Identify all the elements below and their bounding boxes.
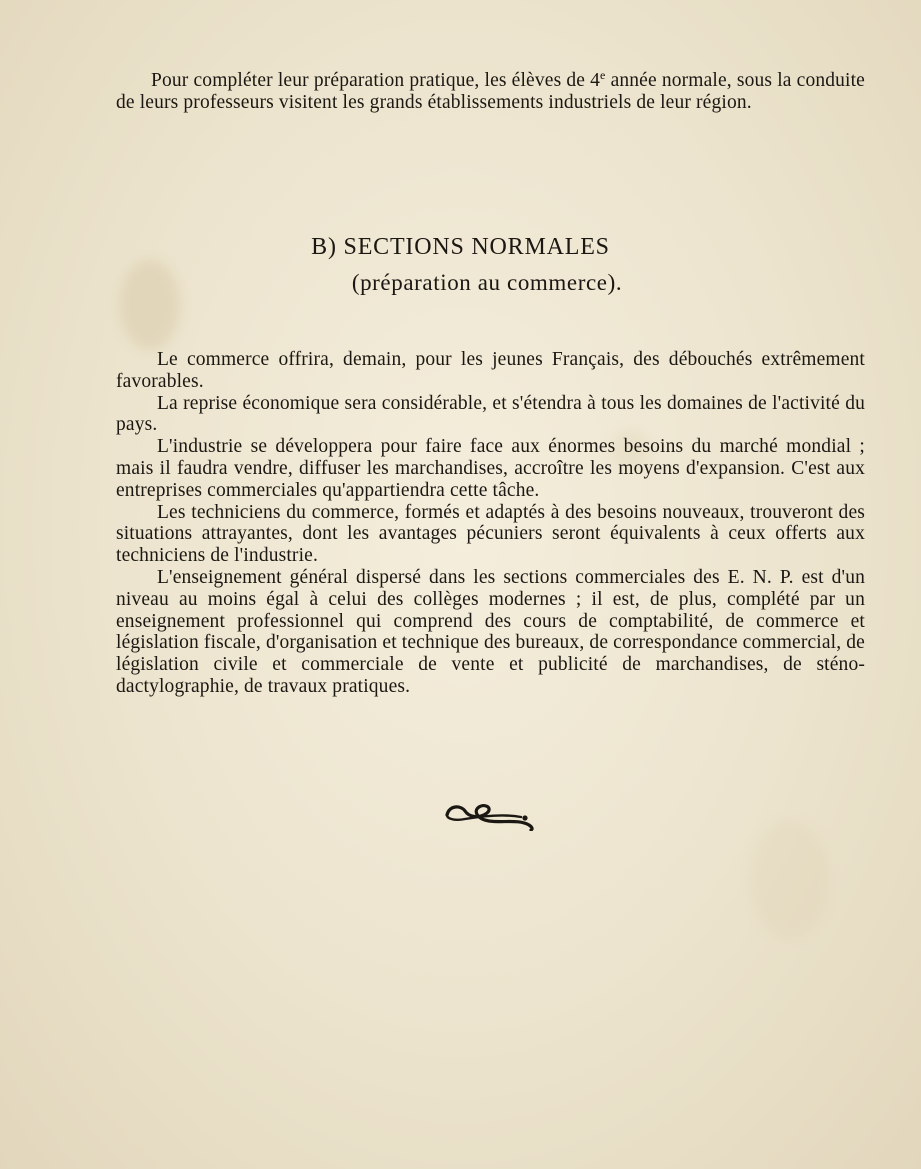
section-subheading: (préparation au commerce). — [351, 270, 623, 295]
paragraph: La reprise économique sera considérable, et s'étendra à tous les domaines de l'activité du pays. — [116, 392, 865, 436]
paragraph: L'industrie se développera pour faire face aux énormes besoins du marché mondial ; mais il faudra vendre, diffuser les marchandises, accroître les moyens d'expansion. C'est aux entreprises commerciales qu'appartiendra cette tâche. — [116, 436, 865, 501]
body-text — [116, 349, 865, 698]
intro-paragraph — [116, 70, 865, 114]
paragraph: Le commerce offrira, demain, pour les jeunes Français, des débouchés extrêmement favorables. — [116, 349, 865, 392]
superscript: e — [600, 68, 606, 82]
paper-stain — [750, 820, 830, 940]
paragraph: Les techniciens du commerce, formés et adaptés à des besoins nouveaux, trouveront des situations attrayantes, dont les avantages pécuniers seront équivalents à ceux offerts aux techniciens de l'industrie. — [116, 501, 865, 567]
section-heading: B) SECTIONS NORMALES — [311, 234, 610, 260]
paragraph: L'enseignement général dispersé dans les sections commerciales des E. N. P. est d'un niveau au moins égal à celui des collèges modernes ; il est, de plus, complété par un enseignement professionnel qui comprend des cours de comptabilité, de commerce et législation fiscale, d'organisation et technique des bureaux, de correspondance commercial, de législation civile et commerciale de vente et publicité de marchandises, de sténo-dactylographie, de travaux pratiques. — [116, 566, 865, 697]
fleuron-ornament-icon — [443, 797, 535, 831]
intro-text: Pour compléter leur préparation pratique, les élèves de 4e année normale, sous la conduite de leurs professeurs visitent les grands établissements industriels de leur région. — [116, 68, 865, 113]
